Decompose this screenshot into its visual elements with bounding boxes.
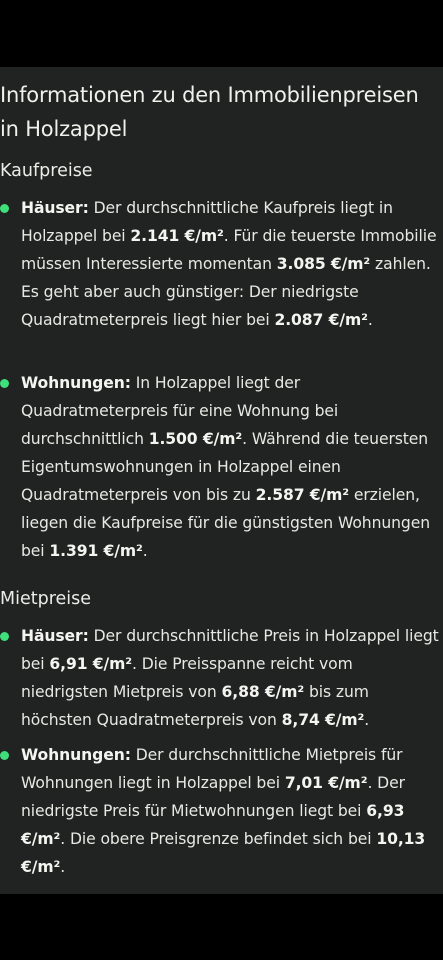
bullet-icon [0, 204, 9, 213]
page-title: Informationen zu den Immobilienpreisen in Holzappel [0, 83, 419, 141]
section-heading-kaufpreise: Kaufpreise [0, 161, 93, 181]
bullet-icon [0, 751, 9, 760]
bullet-icon [0, 379, 9, 388]
list-item-text: Wohnungen: Der durchschnittliche Mietpreis für Wohnungen liegt in Holzappel bei 7,01 €/m². Der niedrigste Preis für Mietwohnungen liegt bei 6,93 €/m². Die obere Preisgrenze befindet sich bei 10,13 €/m². [21, 746, 426, 876]
bullet-icon [0, 632, 9, 641]
content-panel [0, 67, 443, 894]
list-item-text: Wohnungen: In Holzappel liegt der Quadratmeterpreis für eine Wohnung bei durchschnittlich 1.500 €/m². Während die teuersten Eigentumswohnungen in Holzappel einen Quadratmeterpreis von bis zu 2.587 €/m² erzielen, liegen die Kaufpreise für die günstigsten Wohnungen bei 1.391 €/m². [21, 374, 431, 560]
list-item-text: Häuser: Der durchschnittliche Kaufpreis liegt in Holzappel bei 2.141 €/m². Für die teuerste Immobilie müssen Interessierte momentan 3.085 €/m² zahlen. Es geht aber auch günstiger: Der niedrigste Quadratmeterpreis liegt hier bei 2.087 €/m². [21, 199, 437, 329]
list-item-text: Häuser: Der durchschnittliche Preis in Holzappel liegt bei 6,91 €/m². Die Preisspanne reicht vom niedrigsten Mietpreis von 6,88 €/m² bis zum höchsten Quadratmeterpreis von 8,74 €/m². [21, 627, 439, 729]
section-heading-mietpreise: Mietpreise [0, 589, 92, 609]
